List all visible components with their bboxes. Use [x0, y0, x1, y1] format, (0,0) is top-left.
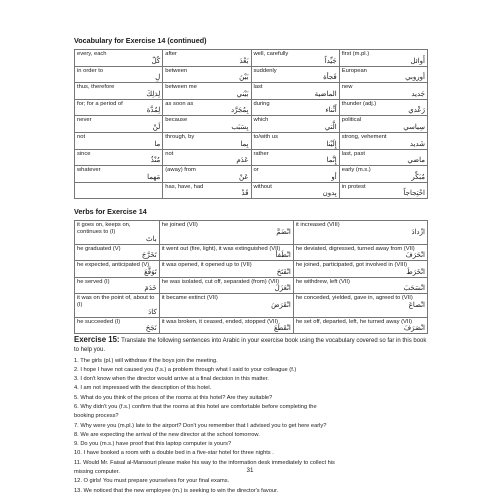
verbs-english: it was broken, it ceased, ended, stopped (VII)	[161, 318, 279, 325]
verbs-english: it goes on, keeps on, continues to (I)	[77, 222, 131, 235]
verbs-arabic: انْسَحَبَ	[403, 284, 425, 293]
vocab-arabic: لِمُدَّة	[146, 106, 161, 115]
verbs-arabic: ازْدادَ	[411, 227, 425, 236]
vocab-cell	[251, 50, 339, 67]
vocab-arabic: بِما	[240, 139, 249, 148]
vocab-english: during	[253, 100, 270, 107]
sentence-list	[74, 357, 428, 496]
verbs-cell	[75, 294, 160, 317]
vocab-english: every, each	[77, 51, 107, 57]
vocab-english: because	[165, 117, 188, 124]
vocab-arabic: بَيْنَ	[239, 73, 249, 82]
verbs-english: he graduated (V)	[77, 245, 121, 252]
vocab-english: in order to	[77, 67, 104, 74]
page-number: 31	[246, 467, 254, 474]
verbs-cell	[75, 244, 160, 261]
vocab-cell	[75, 99, 163, 116]
vocab-english: through, by	[165, 133, 195, 140]
verbs-cell	[159, 221, 293, 244]
verbs-row	[75, 261, 428, 278]
verbs-cell	[293, 294, 427, 317]
vocab-cell	[251, 149, 339, 166]
vocab-cell	[75, 50, 163, 67]
verbs-cell	[159, 277, 293, 294]
vocab-english: to/with us	[253, 133, 278, 140]
verbs-arabic: انْفَتَحَ	[276, 267, 291, 276]
vocab-cell	[163, 149, 251, 166]
exercise-sentence: 13. We noticed that the new employee (m.) is seeking to win the director's favour.	[74, 487, 279, 494]
vocab-cell	[339, 83, 427, 100]
vocab-arabic: أوروبي	[405, 73, 425, 82]
exercise-sentence: 8. We are expecting the arrival of the new director at the school tomorrow.	[74, 431, 260, 438]
exercise-instructions	[74, 336, 428, 354]
vocab-arabic: لَنْ	[152, 122, 161, 131]
vocab-arabic: رَعْدي	[408, 106, 425, 115]
vocab-row	[75, 66, 428, 83]
vocab-cell	[163, 166, 251, 183]
exercise-sentence: 7. Why were you (m.pl.) late to the airport? Don't you remember that I advised you to get here early?	[74, 422, 327, 429]
vocab-arabic: لِ	[155, 73, 161, 82]
verbs-english: he joined (VII)	[161, 222, 198, 229]
verbs-row	[75, 277, 428, 294]
vocab-cell	[75, 149, 163, 166]
verbs-arabic: خَدَمَ	[144, 284, 157, 293]
vocab-english: thus, therefore	[77, 84, 115, 91]
vocab-heading: Vocabulary for Exercise 14 (continued)	[74, 36, 207, 45]
verbs-cell	[75, 261, 160, 278]
verbs-english: he set off, departed, left, he turned away (VII)	[295, 318, 413, 325]
vocab-arabic: بَعْدَ	[239, 56, 249, 65]
verbs-row	[75, 221, 428, 244]
vocab-english: between	[165, 67, 188, 74]
vocab-cell	[251, 182, 339, 199]
verbs-arabic: تَخَرَّجَ	[141, 251, 157, 260]
vocab-english: first (m.pl.)	[341, 51, 370, 57]
vocab-row	[75, 83, 428, 100]
verbs-english: it was opened, it opened up to (VII)	[161, 262, 252, 269]
verbs-english: he deviated, digressed, turned away from (VII)	[295, 245, 415, 252]
verbs-english: he withdrew, left (VII)	[295, 278, 350, 285]
vocab-english: suddenly	[253, 67, 277, 74]
exercise-sentence: booking process?	[74, 413, 119, 420]
vocab-cell	[339, 149, 427, 166]
vocab-arabic: كُلّ	[151, 56, 161, 65]
vocab-row	[75, 116, 428, 133]
vocab-arabic: لِذلِكَ	[146, 89, 161, 98]
vocab-english: political	[341, 117, 362, 124]
verbs-arabic: انْقَرَضَ	[271, 300, 291, 309]
verbs-heading: Verbs for Exercise 14	[74, 207, 147, 217]
verbs-english: it went out (fire, light), it was extinguished (VII)	[161, 245, 281, 252]
exercise-sentence: 11. Would Mr. Faisal al-Mansouri please make his way to the information desk immediately to collect his	[74, 459, 335, 466]
vocab-row	[75, 182, 428, 199]
vocab-english: for; for a period of	[77, 100, 123, 107]
vocab-row	[75, 166, 428, 183]
vocab-english: has, have, had	[165, 183, 204, 190]
vocab-cell	[251, 66, 339, 83]
vocab-cell	[339, 182, 427, 199]
verbs-english: it became extinct (VII)	[161, 295, 218, 302]
vocab-english: strong, vehement	[341, 133, 387, 140]
vocab-arabic: عَدَم	[236, 156, 249, 165]
verbs-arabic: كادَ	[148, 307, 157, 316]
page-content	[74, 36, 428, 496]
vocab-english: thunder (adj.)	[341, 100, 377, 107]
vocab-english: which	[253, 117, 269, 124]
exercise-sentence: 2. I hope I have not caused you (f.s.) a problem through what I said to your colleague (f.)	[74, 366, 297, 373]
vocab-cell	[163, 182, 251, 199]
verbs-cell	[75, 221, 160, 244]
vocab-arabic: أو	[331, 172, 337, 181]
vocab-arabic: شَديد	[409, 139, 425, 148]
vocab-arabic: فَجأة	[323, 73, 337, 82]
vocab-arabic: أَوائل	[410, 56, 425, 65]
vocab-arabic: بَيْني	[236, 89, 249, 98]
verbs-cell	[159, 294, 293, 317]
vocab-english: whatever	[77, 167, 101, 174]
vocab-cell	[339, 99, 427, 116]
vocab-arabic: الماضية	[314, 89, 337, 98]
vocab-table	[74, 49, 428, 199]
verbs-row	[75, 317, 428, 334]
vocab-cell	[75, 132, 163, 149]
vocab-cell	[339, 166, 427, 183]
vocab-arabic: احْتِجاجاً	[403, 189, 425, 198]
verbs-arabic: انْقَطَعَ	[273, 324, 291, 333]
vocab-row	[75, 50, 428, 67]
verbs-cell	[159, 261, 293, 278]
vocab-arabic: قَدْ	[241, 189, 249, 198]
vocab-arabic: بِسَبَب	[231, 122, 249, 131]
verbs-cell	[75, 317, 160, 334]
verbs-cell	[159, 244, 293, 261]
vocab-arabic: أَثْناء	[325, 106, 337, 115]
verbs-arabic: انْخَرَطَ	[406, 267, 425, 276]
vocab-english: since	[77, 150, 91, 157]
verbs-arabic: انْضَمَّ	[276, 227, 291, 236]
vocab-cell	[75, 66, 163, 83]
verbs-cell	[159, 317, 293, 334]
verbs-arabic: باتَ	[146, 234, 157, 243]
vocab-english: (away) from	[165, 167, 196, 174]
exercise-sentence: 9. Do you (m.s.) have proof that this laptop computer is yours?	[74, 441, 232, 448]
vocab-english: after	[165, 51, 177, 57]
vocab-english: new	[341, 84, 353, 91]
vocab-arabic: ما	[154, 139, 161, 148]
vocab-row	[75, 149, 428, 166]
vocab-english: or	[253, 167, 259, 174]
vocab-cell	[339, 50, 427, 67]
exercise-sentence: 4. I am not impressed with the description of this hotel.	[74, 385, 212, 392]
vocab-english: early (m.s.)	[341, 167, 371, 174]
vocab-arabic: بِدون	[322, 189, 337, 198]
vocab-arabic: جَيِّداً	[324, 56, 337, 65]
verbs-english: he expected, anticipated (V)	[77, 262, 150, 269]
vocab-english: as soon as	[165, 100, 194, 107]
vocab-arabic: مُنْذُ	[150, 156, 161, 165]
vocab-cell	[163, 66, 251, 83]
verbs-row	[75, 244, 428, 261]
verbs-english: he served (I)	[77, 278, 110, 285]
vocab-cell	[339, 132, 427, 149]
vocab-cell	[163, 50, 251, 67]
vocab-arabic: عَنْ	[238, 172, 249, 181]
verbs-row	[75, 294, 428, 317]
verbs-cell	[293, 277, 427, 294]
vocab-cell	[339, 66, 427, 83]
vocab-english: not	[165, 150, 174, 157]
vocab-row	[75, 99, 428, 116]
vocab-english: rather	[253, 150, 269, 157]
verbs-cell	[75, 277, 160, 294]
verbs-cell	[293, 317, 427, 334]
verbs-english: he joined, participated, got involved in (VIII)	[295, 262, 408, 269]
vocab-cell	[163, 116, 251, 133]
verbs-english: he conceded, yielded, gave in, agreed to (VII)	[295, 295, 413, 302]
vocab-english: never	[77, 117, 92, 124]
exercise-sentence: 12. O girls! You must prepare yourselves for your final exams.	[74, 478, 230, 485]
verbs-english: it was on the point of, about to (I)	[77, 295, 155, 308]
vocab-arabic: مُبَكِّر	[411, 172, 425, 181]
exercise-sentence: 10. I have booked a room with a double bed in a five-star hotel for three nights .	[74, 450, 274, 457]
vocab-english: last	[253, 84, 263, 91]
exercise-sentence: 6. Why didn't you (f.s.) confirm that the rooms at this hotel are comfortable before completing the	[74, 403, 317, 410]
verbs-english: he was isolated, cut off, separated (from) (VII)	[161, 278, 280, 285]
vocab-cell	[75, 116, 163, 133]
vocab-cell	[163, 132, 251, 149]
exercise-sentence: missing computer.	[74, 469, 120, 476]
vocab-english: in protest	[341, 183, 366, 190]
vocab-english: without	[253, 183, 272, 190]
vocab-english: last, past	[341, 150, 365, 157]
vocab-cell	[75, 166, 163, 183]
vocab-arabic: إِنَّما	[326, 156, 337, 165]
vocab-arabic: سِياسي	[403, 122, 425, 131]
vocab-cell	[251, 132, 339, 149]
verbs-cell	[293, 244, 427, 261]
vocab-english: well, carefully	[253, 51, 289, 57]
vocab-arabic: ماضي	[407, 156, 425, 165]
vocab-arabic: بِمُجَرَّد	[231, 106, 249, 115]
verbs-english: he succeeded (I)	[77, 318, 121, 325]
verbs-arabic: انْعَزَلَ	[274, 284, 291, 293]
verbs-table	[74, 220, 428, 334]
exercise-intro: Translate the following sentences into Arabic in your exercise book using the vocabulary covered so far in this book to help you.	[74, 338, 427, 354]
verbs-arabic: انْصَرَفَ	[403, 324, 425, 333]
verbs-arabic: انْطَفأ	[275, 251, 291, 260]
vocab-english: not	[77, 133, 86, 140]
vocab-arabic: إِلَيْنا	[326, 139, 337, 148]
exercise-sentence: 3. I don't know when the director would arrive at a final decision in this matter.	[74, 376, 269, 383]
vocab-cell	[251, 116, 339, 133]
vocab-cell	[251, 83, 339, 100]
vocab-cell	[75, 182, 163, 199]
verbs-cell	[293, 261, 427, 278]
vocab-cell	[163, 99, 251, 116]
vocab-cell	[251, 166, 339, 183]
vocab-cell	[163, 83, 251, 100]
exercise-sentence: 1. The girls (pl.) will withdraw if the boys join the meeting.	[74, 357, 218, 364]
vocab-arabic: مَهما	[147, 172, 161, 181]
verbs-arabic: نَجَحَ	[145, 324, 157, 333]
verbs-cell	[293, 221, 427, 244]
exercise-title: Exercise 15:	[74, 335, 120, 345]
verbs-arabic: انْصاعَ	[408, 300, 425, 309]
vocab-arabic: الَّتي	[324, 122, 337, 131]
exercise-sentence: 5. What do you think of the prices of the rooms at this hotel? Are they suitable?	[74, 394, 273, 401]
vocab-arabic: جَديد	[411, 89, 425, 98]
vocab-cell	[251, 99, 339, 116]
vocab-cell	[75, 83, 163, 100]
verbs-english: it increased (VIII)	[295, 222, 340, 229]
vocab-cell	[339, 116, 427, 133]
vocab-row	[75, 132, 428, 149]
vocab-english: European	[341, 67, 367, 74]
verbs-arabic: انْحَرَفَ	[405, 251, 425, 260]
verbs-arabic: تَوَقَّعَ	[144, 267, 157, 276]
vocab-english: between me	[165, 84, 197, 91]
